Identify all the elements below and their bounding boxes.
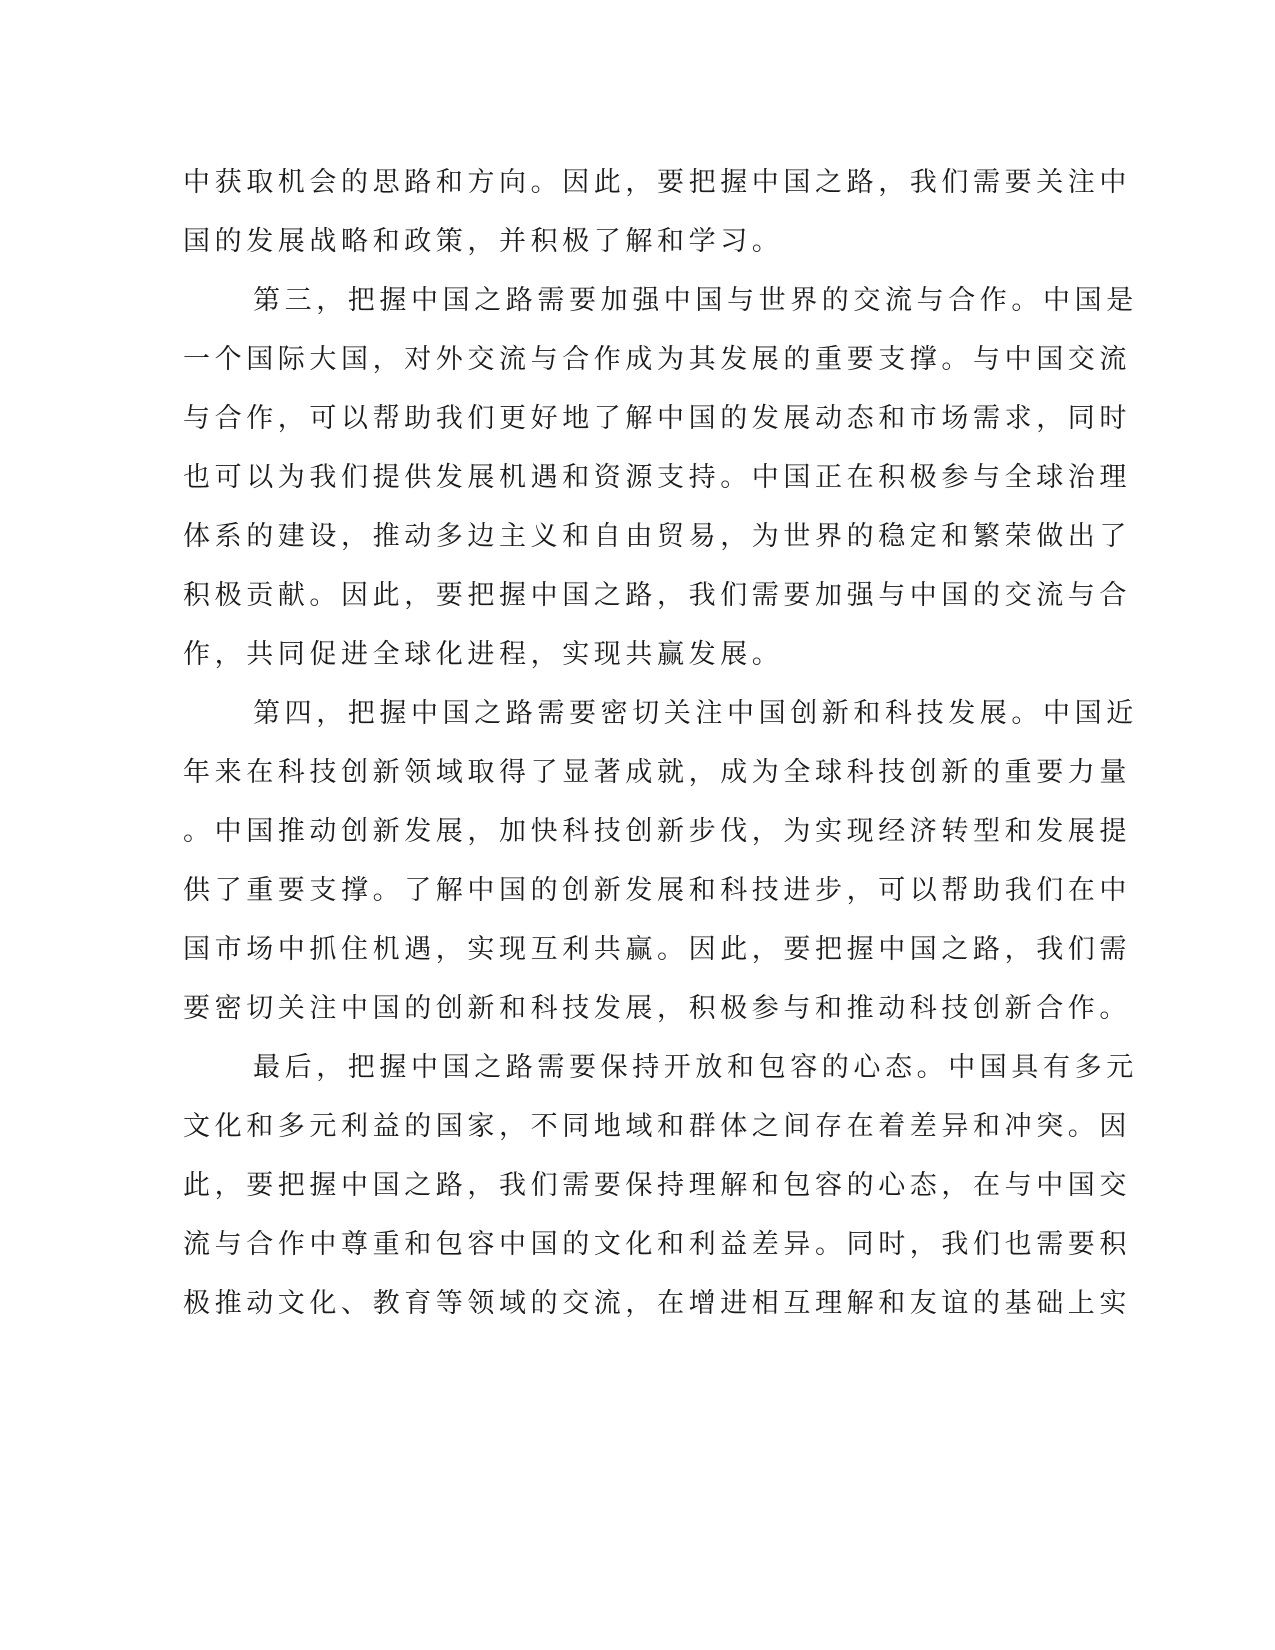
text-line: 要密切关注中国的创新和科技发展，积极参与和推动科技创新合作。: [183, 993, 1131, 1024]
text-line: 一个国际大国，对外交流与合作成为其发展的重要支撑。与中国交流: [183, 344, 1131, 375]
text-line: 积极贡献。因此，要把握中国之路，我们需要加强与中国的交流与合: [183, 580, 1131, 611]
paragraph-start-line: 第四，把握中国之路需要密切关注中国创新和科技发展。中国近: [253, 698, 1138, 729]
text-line: 文化和多元利益的国家，不同地域和群体之间存在着差异和冲突。因: [183, 1111, 1131, 1142]
text-line: 体系的建设，推动多边主义和自由贸易，为世界的稳定和繁荣做出了: [183, 521, 1131, 552]
text-line: 此，要把握中国之路，我们需要保持理解和包容的心态，在与中国交: [183, 1170, 1131, 1201]
text-line: 极推动文化、教育等领域的交流，在增进相互理解和友谊的基础上实: [183, 1288, 1131, 1319]
text-line: 。中国推动创新发展，加快科技创新步伐，为实现经济转型和发展提: [183, 816, 1131, 847]
text-line: 国市场中抓住机遇，实现互利共赢。因此，要把握中国之路，我们需: [183, 934, 1131, 965]
text-line: 流与合作中尊重和包容中国的文化和利益差异。同时，我们也需要积: [183, 1229, 1131, 1260]
text-line: 中获取机会的思路和方向。因此，要把握中国之路，我们需要关注中: [183, 167, 1131, 198]
text-line: 供了重要支撑。了解中国的创新发展和科技进步，可以帮助我们在中: [183, 875, 1131, 906]
paragraph-start-line: 第三，把握中国之路需要加强中国与世界的交流与合作。中国是: [253, 285, 1138, 316]
document-body: [183, 153, 1138, 1333]
text-line: 年来在科技创新领域取得了显著成就，成为全球科技创新的重要力量: [183, 757, 1131, 788]
paragraph-start-line: 最后，把握中国之路需要保持开放和包容的心态。中国具有多元: [253, 1052, 1138, 1083]
text-line: 国的发展战略和政策，并积极了解和学习。: [183, 226, 784, 257]
text-line: 也可以为我们提供发展机遇和资源支持。中国正在积极参与全球治理: [183, 462, 1131, 493]
text-line: 作，共同促进全球化进程，实现共赢发展。: [183, 639, 784, 670]
text-line: 与合作，可以帮助我们更好地了解中国的发展动态和市场需求，同时: [183, 403, 1131, 434]
